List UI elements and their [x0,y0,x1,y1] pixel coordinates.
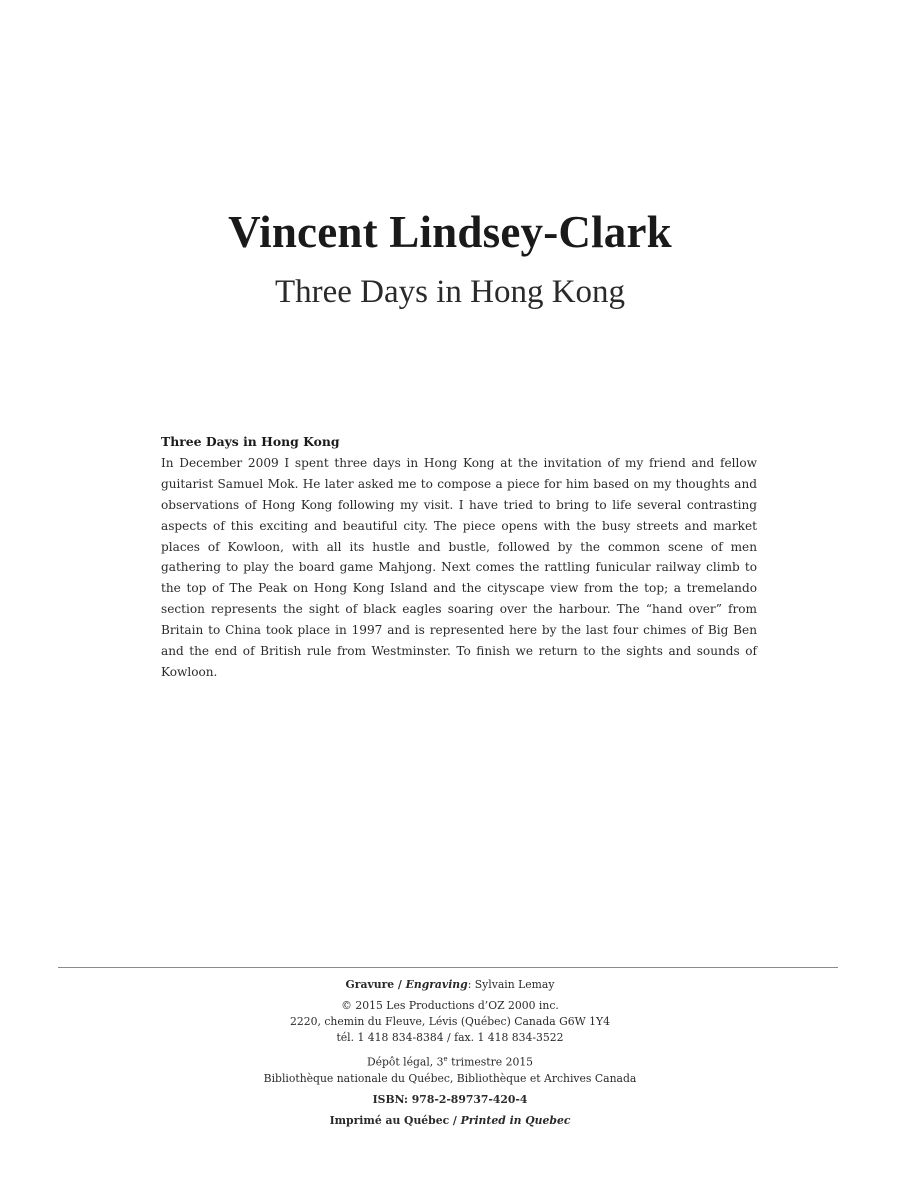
engraving-label-en: Engraving [405,978,468,991]
printed-label-fr: Imprimé au Québec [329,1113,450,1127]
isbn: ISBN: 978-2-89737-420-4 [372,1092,528,1106]
libraries-line: Bibliothèque nationale du Québec, Bibliothèque et Archives Canada [263,1071,637,1085]
engraving-credit [0,977,900,993]
program-notes-heading: Three Days in Hong Kong [161,434,340,449]
printed-in [0,1113,900,1129]
engraver-name: : Sylvain Lemay [467,978,555,991]
engraving-label-fr: Gravure [345,978,395,991]
program-notes-body: In December 2009 I spent three days in Hong Kong at the invitation of my friend and fellow guitarist Samuel Mok. He later asked me to compose a piece for him based on my thoughts and observations of Hong Kong following my visit. I have tried to bring to life several contrasting aspects of this exciting and beautiful city. The piece opens with the busy streets and market places of Kowloon, with all its hustle and bustle, followed by the common scene of men gathering to play the board game Mahjong. Next comes the rattling funicular railway climb to the top of The Peak on Hong Kong Island and the cityscape view from the top; a tremelando section represents the sight of black eagles soaring over the harbour. The “hand over” from Britain to China took place in 1997 and is represented here by the last four chimes of Big Ben and the end of British rule from Westminster. To finish we return to the sights and sounds of Kowloon. [161,455,757,679]
publisher-address: 2220, chemin du Fleuve, Lévis (Québec) Canada G6W 1Y4 [290,1015,610,1028]
copyright-line: © 2015 Les Productions d’OZ 2000 inc. [341,999,559,1012]
footer-divider [58,967,838,968]
piece-title: Three Days in Hong Kong [274,274,626,310]
colophon [0,977,900,1129]
legal-deposit: Dépôt légal, 3e trimestre 2015 [366,1055,534,1069]
engraving-slash: / [394,978,406,991]
printed-label-en: Printed in Quebec [460,1113,571,1127]
printed-slash: / [449,1113,461,1127]
program-notes [161,432,757,683]
composer-name: Vincent Lindsey-Clark [228,207,672,257]
publisher-phone: tél. 1 418 834-8384 / fax. 1 418 834-3522 [336,1031,564,1044]
